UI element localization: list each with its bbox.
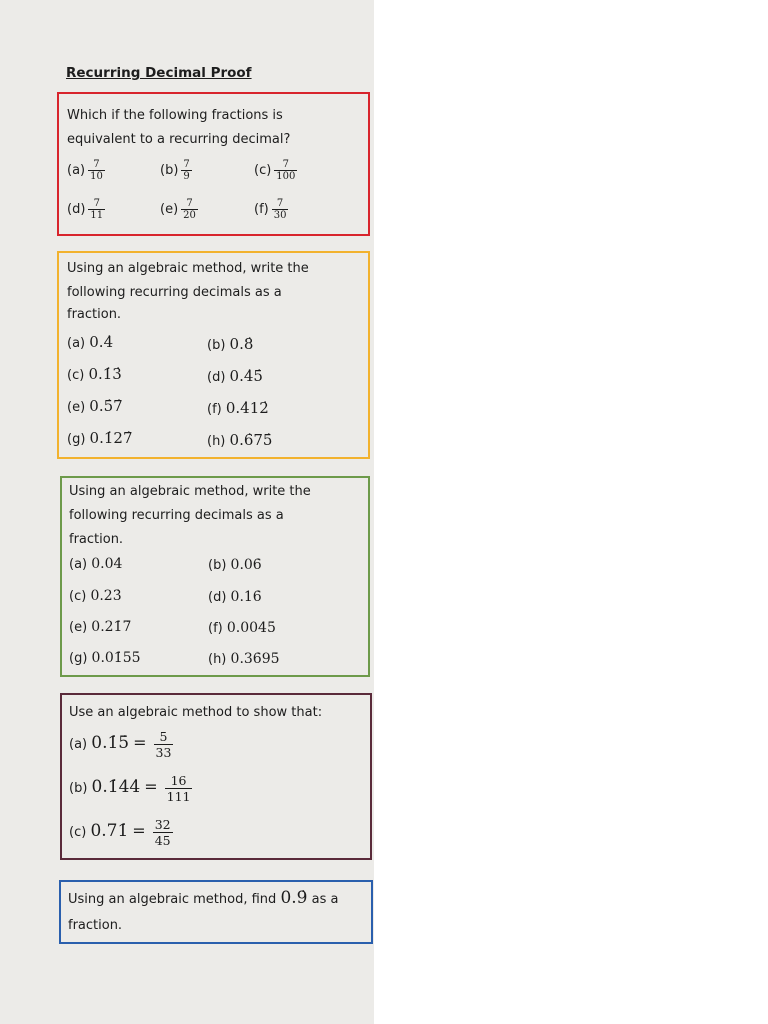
decimal-item: (e) 0.21̇7̇ — [69, 619, 132, 635]
question-box-1 — [57, 92, 370, 236]
box3-prompt-line2: following recurring decimals as a — [69, 508, 284, 523]
box2-prompt-line3: fraction. — [67, 307, 122, 322]
decimal-item: (d) 0.4̇5̇ — [207, 367, 263, 385]
box5-prompt-line1: Using an algebraic method, find 0.9̇ as a — [68, 888, 339, 908]
decimal-item: (g) 0.1̇27̇ — [67, 429, 133, 447]
page-title: Recurring Decimal Proof — [66, 65, 252, 81]
decimal-item: (a) 0.4̇ — [67, 333, 114, 351]
box2-prompt-line1: Using an algebraic method, write the — [67, 261, 309, 276]
box4-prompt: Use an algebraic method to show that: — [69, 705, 323, 720]
question-box-2 — [57, 251, 370, 459]
question-box-3 — [60, 476, 370, 677]
fraction-item: (f) $\frac{7}{30}$ — [254, 198, 287, 221]
fraction-item: (b) $\frac{7}{9}$ — [160, 159, 190, 182]
decimal-item: (g) 0.01̇55̇ — [69, 650, 141, 666]
fraction-item: (c) $\frac{7}{100}$ — [254, 159, 296, 182]
decimal-item: (f) 0.4̇12̇ — [207, 399, 269, 417]
box5-prompt-line2: fraction. — [68, 918, 123, 933]
decimal-item: (c) 0.23̇ — [69, 588, 122, 604]
decimal-item: (h) 0.36̇95̇ — [208, 651, 280, 667]
box1-prompt-line2: equivalent to a recurring decimal? — [67, 132, 291, 147]
decimal-item: (b) 0.8̇ — [207, 335, 254, 353]
decimal-item: (f) 0.004̇5̇ — [208, 620, 276, 636]
box3-prompt-line3: fraction. — [69, 532, 124, 547]
fraction-item: (d) $\frac{7}{11}$ — [67, 198, 104, 221]
fraction-item: (e) $\frac{7}{20}$ — [160, 198, 196, 221]
decimal-item: (c) 0.1̇3̇ — [67, 365, 122, 383]
proof-item: (b) 0.1̇44̇ = $\frac{16}{111}$ — [69, 773, 191, 804]
question-box-5 — [59, 880, 373, 944]
decimal-item: (a) 0.04̇ — [69, 556, 123, 572]
question-box-4 — [60, 693, 372, 860]
proof-item: (c) 0.71̇ = $\frac{32}{45}$ — [69, 817, 171, 848]
decimal-item: (h) 0.6̇75̇ — [207, 431, 273, 449]
worksheet-paper — [0, 0, 374, 1024]
decimal-item: (d) 0.16̇ — [208, 589, 262, 605]
fraction-item: (a) $\frac{7}{10}$ — [67, 159, 103, 182]
decimal-item: (b) 0.06̇ — [208, 557, 262, 573]
box3-prompt-line1: Using an algebraic method, write the — [69, 484, 311, 499]
proof-item: (a) 0.1̇5̇ = $\frac{5}{33}$ — [69, 729, 172, 760]
box1-prompt-line1: Which if the following fractions is — [67, 108, 283, 123]
box2-prompt-line2: following recurring decimals as a — [67, 285, 282, 300]
decimal-item: (e) 0.5̇7̇ — [67, 397, 123, 415]
